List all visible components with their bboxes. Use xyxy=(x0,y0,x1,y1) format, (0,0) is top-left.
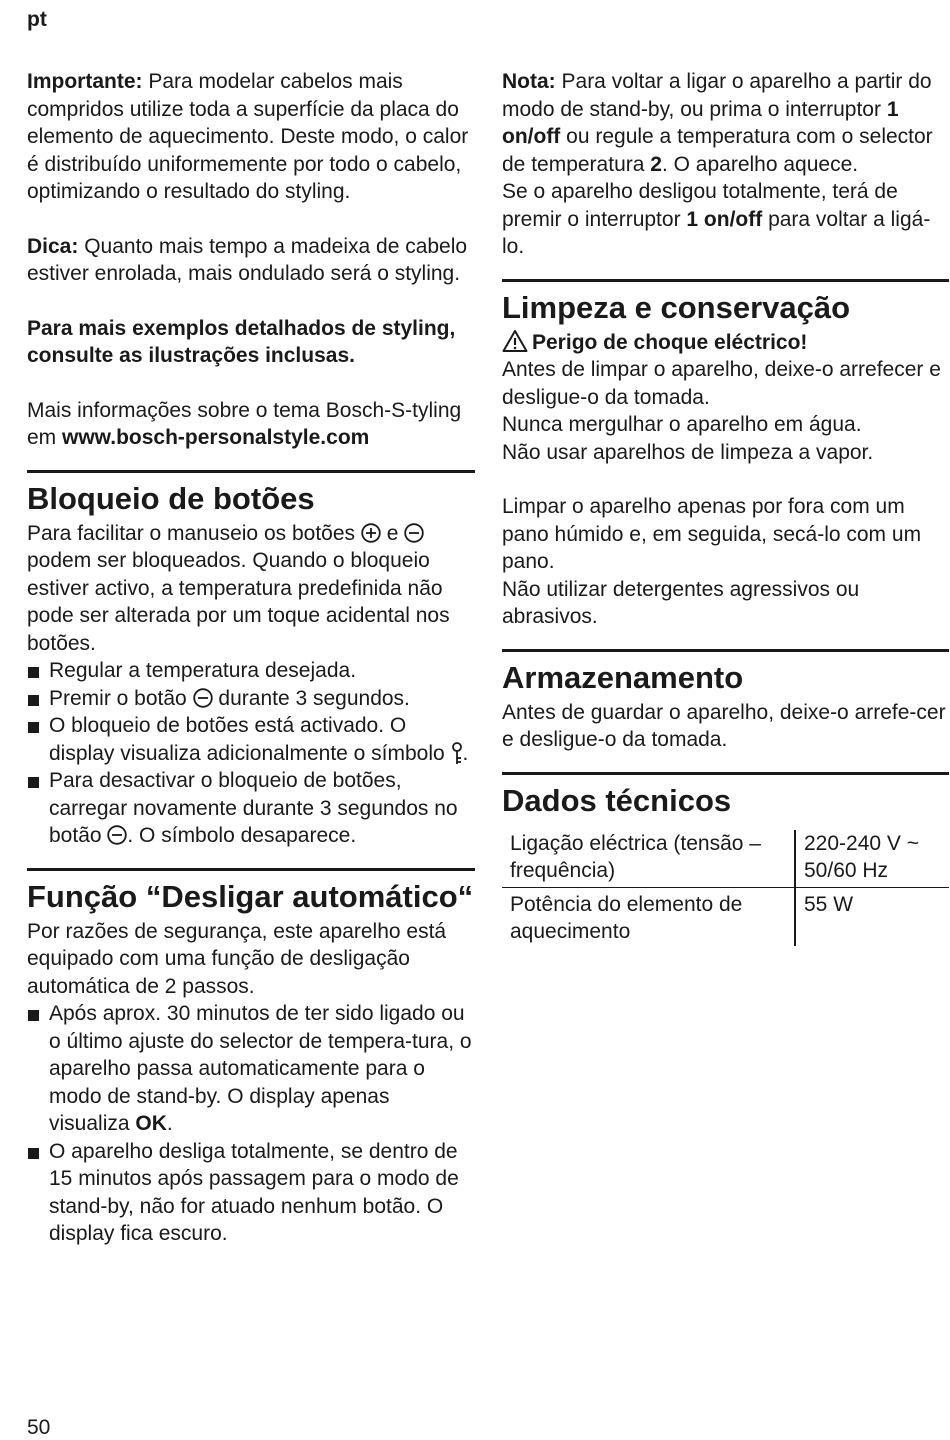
section-button-lock xyxy=(27,470,475,850)
tip-paragraph xyxy=(27,233,475,288)
minus-circle-icon xyxy=(107,825,127,845)
important-text: Para modelar cabelos mais compridos utilize toda a superfície da placa do elemento de aquecimento. Deste modo, o calor é distribuído uniformemente por todo o cabelo, optimizando o resultado do styling. xyxy=(27,70,469,203)
lock-step-2-b: durante 3 segundos. xyxy=(212,686,410,710)
lock-step-1: Regular a temperatura desejada. xyxy=(49,659,357,682)
list-item xyxy=(27,1138,475,1248)
lock-step-3-a: O bloqueio de botões está activado. O display visualiza adicionalmente o símbolo xyxy=(49,714,451,765)
note-text-a: Para voltar a ligar o aparelho a partir do modo de stand-by, ou prima o interruptor xyxy=(502,70,932,121)
lock-step-4-a: Para desactivar o bloqueio de botões, carregar novamente durante 3 segundos no botão xyxy=(49,769,458,847)
section-technical-data xyxy=(502,772,949,946)
plus-circle-icon xyxy=(361,523,381,543)
lock-step-2-a: Premir o botão xyxy=(49,686,193,710)
cleaning-line-1: Antes de limpar o aparelho, deixe-o arrefecer e desligue-o da tomada. xyxy=(502,358,941,409)
auto-intro: Por razões de segurança, este aparelho está equipado com uma função de desligação automática de 2 passos. xyxy=(27,919,447,998)
table-cell-label: Potência do elemento de aquecimento xyxy=(510,892,743,943)
note2-paragraph xyxy=(502,178,949,261)
list-item xyxy=(27,712,475,767)
right-column xyxy=(502,68,949,946)
section-storage xyxy=(502,649,949,754)
note2-switch: 1 on/off xyxy=(686,207,763,231)
ok-label: OK xyxy=(135,1112,167,1135)
section-title-auto-off: Função “Desligar automático“ xyxy=(27,868,475,916)
cleaning-line-4: Limpar o aparelho apenas por fora com um pano húmido e, em seguida, secá-lo com um pano. xyxy=(502,495,922,573)
note-paragraph xyxy=(502,68,949,178)
tip-text: Quanto mais tempo a madeixa de cabelo estiver enrolada, mais ondulado será o styling. xyxy=(27,234,468,285)
important-paragraph xyxy=(27,68,475,206)
auto-steps-list xyxy=(27,1000,475,1248)
note-text-c: . O aparelho aquece. xyxy=(661,152,859,176)
lock-step-3-b: . xyxy=(462,741,469,765)
list-item xyxy=(27,657,475,685)
left-column xyxy=(27,68,475,1248)
note-text-b: ou regule a temperatura com o selector de temperatura xyxy=(502,125,933,176)
warning-line xyxy=(502,329,949,357)
lock-step-4-b: . O símbolo desaparece. xyxy=(127,824,357,847)
note2-text-a: Se o aparelho desligou totalmente, terá de premir o interruptor xyxy=(502,180,898,231)
table-cell-value: 55 W xyxy=(795,887,949,946)
key-icon xyxy=(451,742,463,766)
note-switch: 1 on/off xyxy=(502,97,899,148)
auto-step-2: O aparelho desliga totalmente, se dentro de 15 minutos após passagem para o modo de stand-by, não for atuado nenhum botão. O display fica escuro. xyxy=(49,1139,459,1245)
table-row xyxy=(502,830,949,888)
minus-circle-icon xyxy=(404,523,424,543)
examples-text: Para mais exemplos detalhados de styling, consulte as ilustrações inclusas. xyxy=(27,316,456,367)
lock-intro-text-a: Para facilitar o manuseio os botões xyxy=(27,521,361,545)
list-item xyxy=(27,1000,475,1138)
cleaning-line-5: Não utilizar detergentes agressivos ou abrasivos. xyxy=(502,577,860,628)
important-label: Importante: xyxy=(27,70,143,93)
section-title-technical-data: Dados técnicos xyxy=(502,772,949,820)
list-item xyxy=(27,685,475,713)
section-cleaning xyxy=(502,279,949,631)
list-item xyxy=(27,767,475,850)
section-title-button-lock: Bloqueio de botões xyxy=(27,470,475,518)
table-cell-label: Ligação eléctrica (tensão – frequência) xyxy=(502,830,795,888)
more-info-paragraph xyxy=(27,397,475,452)
section-auto-off xyxy=(27,868,475,1248)
lock-intro xyxy=(27,520,475,658)
auto-step-1-b: . xyxy=(166,1112,173,1135)
technical-data-table xyxy=(502,830,949,946)
page-number: 50 xyxy=(27,1416,51,1439)
section-title-cleaning: Limpeza e conservação xyxy=(502,279,949,327)
minus-circle-icon xyxy=(193,688,213,708)
cleaning-line-3: Não usar aparelhos de limpeza a vapor. xyxy=(502,440,874,464)
lock-intro-and: e xyxy=(380,521,405,545)
cleaning-line-2: Nunca mergulhar o aparelho em água. xyxy=(502,413,862,436)
section-title-storage: Armazenamento xyxy=(502,649,949,697)
warning-triangle-icon xyxy=(502,329,528,353)
language-code: pt xyxy=(27,8,47,31)
auto-step-1-a: Após aprox. 30 minutos de ter sido ligado ou o último ajuste do selector de tempera-tura, o aparelho passa automaticamente para o modo de stand-by. O display apenas visualiza xyxy=(49,1002,472,1135)
note-label: Nota: xyxy=(502,70,556,93)
table-row xyxy=(502,887,949,946)
lock-steps-list xyxy=(27,657,475,850)
note-selector-number: 2 xyxy=(650,152,662,176)
storage-text: Antes de guardar o aparelho, deixe-o arrefe-cer e desligue-o da tomada. xyxy=(502,700,946,751)
more-info-text: Mais informações sobre o tema Bosch-S-tyling em xyxy=(27,398,462,449)
examples-paragraph xyxy=(27,315,475,370)
warning-text: Perigo de choque eléctrico! xyxy=(532,330,808,354)
lock-intro-text-b: podem ser bloqueados. Quando o bloqueio estiver activo, a temperatura predefinida não pode ser alterada por um toque acidental nos botões. xyxy=(27,549,450,655)
tip-label: Dica: xyxy=(27,234,79,258)
table-cell-value: 220-240 V ~ 50/60 Hz xyxy=(795,830,949,888)
note2-text-b: para voltar a ligá-lo. xyxy=(502,207,931,258)
website-link[interactable]: www.bosch-personalstyle.com xyxy=(62,426,370,449)
